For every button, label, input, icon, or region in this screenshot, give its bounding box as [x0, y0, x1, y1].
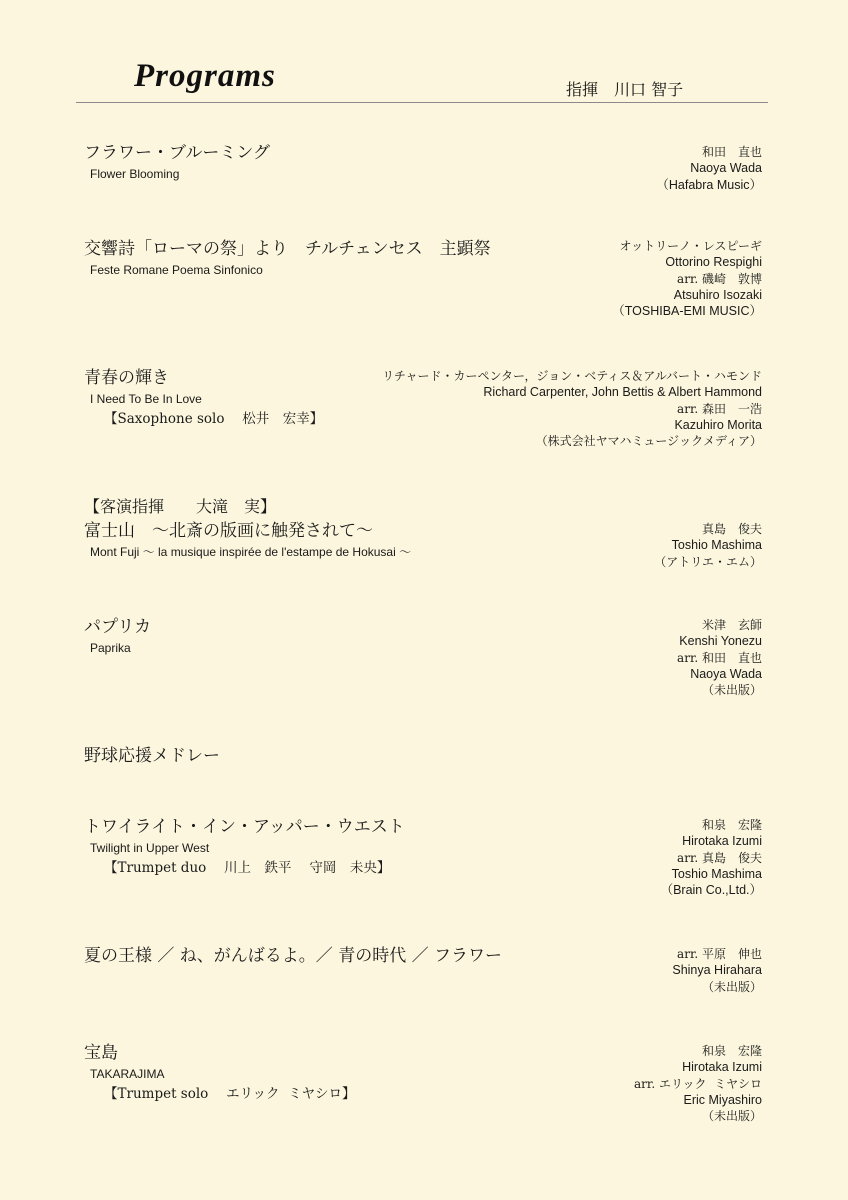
page-title: Programs — [134, 58, 276, 94]
composer-jp: 真島 俊夫 — [701, 522, 762, 536]
program-titles — [84, 141, 270, 183]
composer-en: Kenshi Yonezu — [679, 634, 762, 649]
composer-jp: 和泉 宏隆 — [701, 1044, 762, 1058]
program-titles — [84, 815, 405, 879]
piece-title-en: I Need To Be In Love — [90, 392, 202, 406]
arranger-jp: arr. エリック ミヤシロ — [634, 1076, 762, 1091]
piece-title-jp: 青春の輝き — [84, 368, 169, 388]
composer-en: Naoya Wada — [690, 161, 762, 176]
piece-title-en: TAKARAJIMA — [90, 1067, 165, 1081]
piece-title-en: Feste Romane Poema Sinfonico — [90, 263, 263, 277]
composer-en: Ottorino Respighi — [665, 255, 762, 270]
arranger-jp: arr. 真島 俊夫 — [677, 850, 762, 865]
piece-title-jp: 夏の王様 ／ ね、がんばるよ。／ 青の時代 ／ フラワー — [84, 946, 503, 966]
piece-credits — [612, 238, 762, 319]
program-titles — [84, 744, 220, 768]
arranger-en: Naoya Wada — [690, 666, 762, 681]
publisher: （Brain Co.,Ltd.） — [660, 883, 762, 898]
arranger-en: Kazuhiro Morita — [674, 417, 762, 432]
conductor-credit: 指揮 川口 智子 — [566, 80, 684, 99]
piece-credits — [677, 617, 762, 698]
arranger-en: Shinya Hirahara — [672, 963, 762, 978]
piece-title-jp: 野球応援メドレー — [84, 746, 220, 766]
piece-credits — [672, 946, 762, 995]
publisher: （Hafabra Music） — [656, 177, 762, 192]
piece-title-jp: パプリカ — [84, 617, 152, 637]
program-titles — [84, 944, 502, 968]
arranger-en: Eric Miyashiro — [683, 1092, 762, 1107]
composer-jp: オットリーノ・レスピーギ — [619, 239, 762, 253]
composer-en: Hirotaka Izumi — [682, 834, 762, 849]
composer-en: Richard Carpenter, John Bettis & Albert Hammond — [483, 385, 762, 400]
header-divider — [76, 102, 768, 103]
program-titles — [84, 237, 491, 279]
arranger-jp: arr. 森田 一浩 — [677, 401, 762, 416]
arranger-jp: arr. 和田 直也 — [677, 650, 762, 665]
publisher: （アトリエ・エム） — [654, 554, 762, 569]
composer-jp: 和田 直也 — [701, 145, 762, 159]
program-titles — [84, 1041, 356, 1105]
soloist-credit: 【Trumpet solo エリック ミヤシロ】 — [104, 1086, 356, 1102]
piece-title-en: Twilight in Upper West — [90, 841, 210, 855]
publisher: （TOSHIBA-EMI MUSIC） — [612, 304, 762, 319]
piece-title-en: Flower Blooming — [90, 167, 180, 181]
soloist-credit: 【Saxophone solo 松井 宏幸】 — [104, 411, 324, 427]
program-titles — [84, 615, 151, 657]
piece-title-en: Paprika — [90, 641, 131, 655]
piece-credits — [634, 1043, 762, 1124]
arranger-jp: arr. 平原 伸也 — [677, 947, 762, 961]
program-titles — [84, 495, 411, 561]
arranger-en: Atsuhiro Isozaki — [673, 287, 762, 302]
publisher: （未出版） — [701, 979, 762, 994]
composer-jp: 米津 玄師 — [701, 618, 762, 632]
page-header — [0, 0, 848, 110]
publisher: （未出版） — [701, 683, 762, 698]
composer-en: Hirotaka Izumi — [682, 1060, 762, 1075]
program-titles — [84, 366, 323, 430]
composer-en: Toshio Mashima — [671, 538, 762, 553]
piece-title-en: Mont Fuji ～ la musique inspirée de l'estampe de Hokusai ～ — [90, 545, 412, 559]
piece-title-jp: 富士山 ～北斎の版画に触発されて～ — [84, 521, 373, 541]
soloist-credit: 【Trumpet duo 川上 鉄平 守岡 未央】 — [104, 860, 391, 876]
piece-title-jp: 宝島 — [84, 1043, 118, 1063]
composer-jp: リチャード・カーペンター，ジョン・ベティス＆アルバート・ハモンド — [382, 369, 762, 383]
piece-credits — [654, 521, 762, 570]
publisher: （株式会社ヤマハミュージックメディア） — [535, 434, 762, 449]
composer-jp: 和泉 宏隆 — [701, 818, 762, 832]
publisher: （未出版） — [701, 1109, 762, 1124]
piece-credits — [656, 144, 762, 193]
arranger-en: Toshio Mashima — [671, 866, 762, 881]
guest-conductor: 【客演指揮 大滝 実】 — [84, 497, 277, 516]
piece-credits — [382, 368, 762, 449]
piece-credits — [661, 817, 762, 898]
piece-title-jp: トワイライト・イン・アッパー・ウエスト — [84, 817, 405, 837]
piece-title-jp: 交響詩「ローマの祭」より チルチェンセス 主顕祭 — [84, 239, 491, 259]
arranger-jp: arr. 磯崎 敦博 — [677, 271, 762, 286]
piece-title-jp: フラワー・ブルーミング — [84, 143, 270, 163]
